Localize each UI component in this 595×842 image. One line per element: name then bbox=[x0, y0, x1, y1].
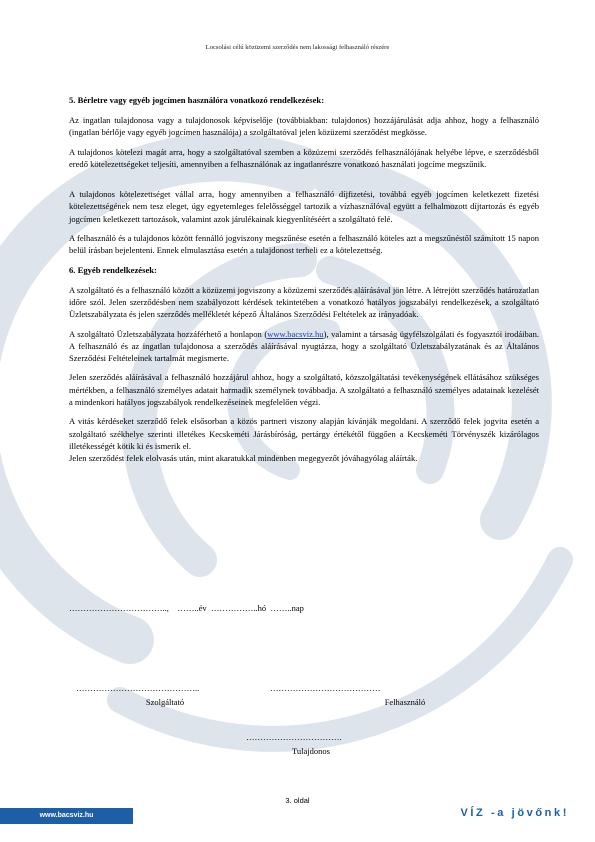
website-link[interactable]: www.bacsviz.hu bbox=[267, 328, 324, 339]
page-header: Locsolási célú közüzemi szerződés nem lakossági felhasználó részére bbox=[205, 44, 390, 51]
footer-website-band bbox=[0, 808, 133, 824]
owner-label: Tulajdonos bbox=[292, 746, 330, 756]
signature-line: ……………………………. bbox=[246, 732, 342, 742]
section-5-paragraph: A felhasználó és a tulajdonos között fennálló jogviszony megszűnése esetén a felhasználó köteles azt a megszűnéstől számított 15 napon belül írásban bejelenteni. Ennek elmulasztása esetén a tulajdonost terheli ez a kötelezettség. bbox=[69, 233, 539, 256]
owner-signature bbox=[246, 732, 376, 756]
paragraph-text: A szolgáltató Üzletszabályzata hozzáférhető a honlapon ( bbox=[69, 328, 268, 339]
section-6-title: 6. Egyéb rendelkezések: bbox=[69, 264, 157, 275]
user-label: Felhasználó bbox=[384, 697, 426, 707]
section-6-paragraph: Jelen szerződés aláírásával a felhasználó hozzájárul ahhoz, hogy a szolgáltató, közszolgáltatási tevékenységének ellátásához szükséges mértékben, a felhasználó személyes adatait harmadik személynek továbbadja. A szolgáltató a felhasználó személyes adatainak kezelését a mindenkori hatályos jogszabályok rendelkezéseinek megfelelően végzi. bbox=[69, 372, 539, 408]
section-6-paragraph bbox=[69, 328, 539, 365]
document-body bbox=[69, 94, 539, 472]
section-6-paragraph: Jelen szerződést felek elolvasás után, mint akaratukkal mindenben megegyezőt jóváhagyólag aláírták. bbox=[69, 453, 418, 464]
signature-line: …………………………………….. bbox=[76, 683, 200, 693]
page-number: 3. oldal bbox=[285, 796, 310, 805]
footer-slogan: VÍZ -a jövőnk! bbox=[460, 807, 569, 819]
section-5-paragraph: Az ingatlan tulajdonosa vagy a tulajdonosok képviselője (továbbiakban: tulajdonos) hozzájárulását adja ahhoz, hogy a felhasználó (ingatlan bérlője vagy egyéb jogcímen használója) a szolgáltatóval jelen közüzemi szerződést megkösse. bbox=[69, 115, 539, 138]
section-6-paragraph: A szolgáltató és a felhasználó között a közüzemi jogviszony a közüzemi szerződés aláírásával jön létre. A létrejött szerződés határozatlan időre szól. Jelen szerződésben nem szabályozott kérdések tekintetében a vonatkozó hatályos jogszabályi rendelkezések, a szolgáltató Üzletszabályzata és jelen szerződés mellékletét képező Általános Szerződési Feltételek az irányadóak. bbox=[69, 284, 539, 320]
date-line: …………………………….., ……..év ……………..hó ……..nap bbox=[69, 603, 304, 613]
signature-line: ………………………………… bbox=[270, 683, 381, 693]
provider-label: Szolgáltató bbox=[145, 697, 185, 707]
section-5-paragraph: A tulajdonos kötelezettséget vállal arra, hogy amennyiben a felhasználó díjfizetési, továbbá egyéb jogcímen keletkezett fizetési kötelezettségének nem tesz eleget, úgy egyetemleges felelősséggel tartozik a vízhasználóval együtt a felhalmozott díjtartozás és egyéb jogcímen keletkezett tartozások, valamint azok járulékainak kiegyenlítéséért a szolgáltató felé. bbox=[69, 189, 539, 224]
paragraph-text: ), valamint a társaság ügyfélszolgálati és fogyasztói irodáiban. A felhasználó és az ingatlan tulajdonosa a szerződés aláírásával nyugtázza, hogy a szolgáltató Üzletszabályzatának és az Általános Szerződési Feltételeinek tartalmát megismerte. bbox=[69, 328, 539, 364]
section-5-title: 5. Bérletre vagy egyéb jogcímen használóra vonatkozó rendelkezések: bbox=[69, 95, 325, 105]
section-6-paragraph: A vitás kérdéseket szerződő felek elsősorban a közös partneri viszony alapján kívánják megoldani. A szerződő felek jogvita esetén a szolgáltató székhelye szerinti illetékes Kecskeméti Járásbíróság, pertárgy értékétől függően a Kecskeméti Törvényszék kizárólagos illetékességét kötik ki és ismerik el. bbox=[69, 416, 539, 451]
section-5-paragraph: A tulajdonos kötelezi magát arra, hogy a szolgáltatóval szemben a közüzemi szerződés felhasználójának helyébe lépve, e szerződésből eredő kötelezettségeket teljesíti, amennyiben a felhasználónak az ingatlanrészre vonatkozó használati jogcíme megszűnik. bbox=[69, 146, 539, 169]
footer-website[interactable]: www.bacsviz.hu bbox=[39, 812, 94, 819]
user-signature bbox=[270, 683, 460, 707]
provider-signature bbox=[76, 683, 226, 707]
